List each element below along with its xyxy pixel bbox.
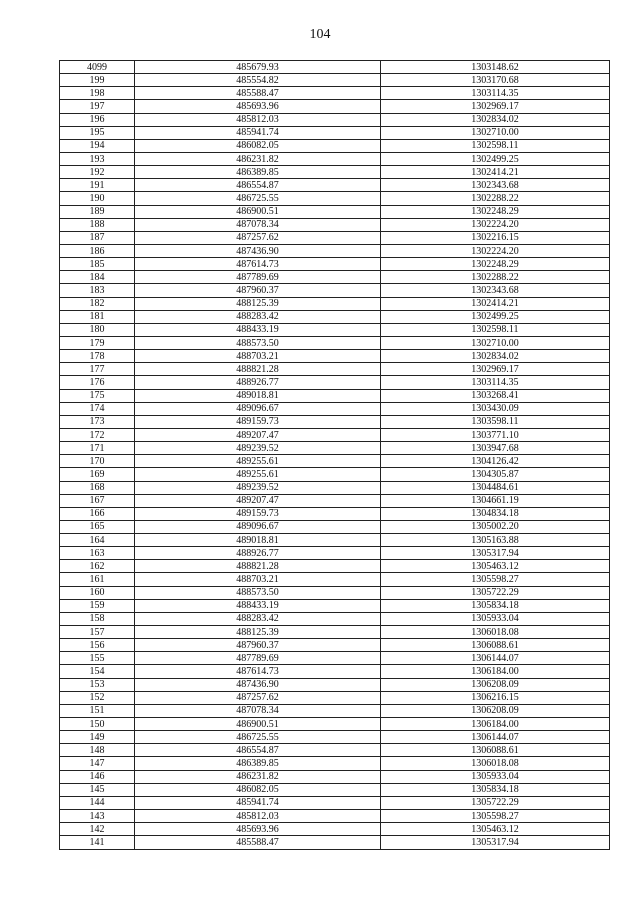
point-number-cell: 174 — [60, 402, 135, 415]
x-coordinate-cell: 486725.55 — [135, 731, 381, 744]
x-coordinate-cell: 488283.42 — [135, 612, 381, 625]
table-row — [60, 810, 610, 823]
x-coordinate-cell: 487078.34 — [135, 218, 381, 231]
y-coordinate-cell: 1305317.94 — [381, 547, 610, 560]
table-row — [60, 599, 610, 612]
x-coordinate-cell: 485812.03 — [135, 113, 381, 126]
point-number-cell: 178 — [60, 350, 135, 363]
table-row — [60, 691, 610, 704]
y-coordinate-cell: 1303430.09 — [381, 402, 610, 415]
x-coordinate-cell: 487436.90 — [135, 678, 381, 691]
point-number-cell: 171 — [60, 442, 135, 455]
point-number-cell: 145 — [60, 783, 135, 796]
coordinates-table-body — [60, 61, 610, 850]
table-row — [60, 494, 610, 507]
y-coordinate-cell: 1306088.61 — [381, 744, 610, 757]
y-coordinate-cell: 1304126.42 — [381, 455, 610, 468]
point-number-cell: 4099 — [60, 61, 135, 74]
x-coordinate-cell: 489255.61 — [135, 468, 381, 481]
table-row — [60, 87, 610, 100]
point-number-cell: 173 — [60, 415, 135, 428]
x-coordinate-cell: 488283.42 — [135, 310, 381, 323]
table-row — [60, 192, 610, 205]
x-coordinate-cell: 487960.37 — [135, 639, 381, 652]
y-coordinate-cell: 1302598.11 — [381, 139, 610, 152]
x-coordinate-cell: 488821.28 — [135, 363, 381, 376]
x-coordinate-cell: 485679.93 — [135, 61, 381, 74]
table-row — [60, 547, 610, 560]
table-row — [60, 731, 610, 744]
y-coordinate-cell: 1306088.61 — [381, 639, 610, 652]
x-coordinate-cell: 488125.39 — [135, 297, 381, 310]
y-coordinate-cell: 1303114.35 — [381, 376, 610, 389]
point-number-cell: 156 — [60, 639, 135, 652]
x-coordinate-cell: 485554.82 — [135, 74, 381, 87]
table-row — [60, 350, 610, 363]
x-coordinate-cell: 488703.21 — [135, 350, 381, 363]
y-coordinate-cell: 1304305.87 — [381, 468, 610, 481]
point-number-cell: 147 — [60, 757, 135, 770]
point-number-cell: 148 — [60, 744, 135, 757]
table-row — [60, 428, 610, 441]
x-coordinate-cell: 486554.87 — [135, 744, 381, 757]
table-row — [60, 534, 610, 547]
point-number-cell: 167 — [60, 494, 135, 507]
point-number-cell: 170 — [60, 455, 135, 468]
point-number-cell: 152 — [60, 691, 135, 704]
y-coordinate-cell: 1305933.04 — [381, 612, 610, 625]
y-coordinate-cell: 1302969.17 — [381, 100, 610, 113]
y-coordinate-cell: 1306144.07 — [381, 731, 610, 744]
x-coordinate-cell: 486900.51 — [135, 205, 381, 218]
y-coordinate-cell: 1302343.68 — [381, 179, 610, 192]
y-coordinate-cell: 1306144.07 — [381, 652, 610, 665]
table-row — [60, 402, 610, 415]
point-number-cell: 193 — [60, 152, 135, 165]
table-row — [60, 520, 610, 533]
y-coordinate-cell: 1302499.25 — [381, 152, 610, 165]
x-coordinate-cell: 489018.81 — [135, 534, 381, 547]
y-coordinate-cell: 1305598.27 — [381, 810, 610, 823]
point-number-cell: 142 — [60, 823, 135, 836]
table-row — [60, 770, 610, 783]
table-row — [60, 744, 610, 757]
y-coordinate-cell: 1302834.02 — [381, 350, 610, 363]
point-number-cell: 180 — [60, 323, 135, 336]
table-row — [60, 152, 610, 165]
point-number-cell: 182 — [60, 297, 135, 310]
x-coordinate-cell: 488433.19 — [135, 599, 381, 612]
table-row — [60, 244, 610, 257]
x-coordinate-cell: 487257.62 — [135, 691, 381, 704]
x-coordinate-cell: 488926.77 — [135, 547, 381, 560]
y-coordinate-cell: 1302224.20 — [381, 244, 610, 257]
x-coordinate-cell: 486389.85 — [135, 166, 381, 179]
y-coordinate-cell: 1302710.00 — [381, 126, 610, 139]
point-number-cell: 144 — [60, 796, 135, 809]
table-row — [60, 231, 610, 244]
table-row — [60, 376, 610, 389]
y-coordinate-cell: 1306184.00 — [381, 665, 610, 678]
point-number-cell: 185 — [60, 258, 135, 271]
x-coordinate-cell: 488433.19 — [135, 323, 381, 336]
table-row — [60, 665, 610, 678]
x-coordinate-cell: 488125.39 — [135, 626, 381, 639]
x-coordinate-cell: 485588.47 — [135, 836, 381, 850]
point-number-cell: 165 — [60, 520, 135, 533]
point-number-cell: 177 — [60, 363, 135, 376]
table-row — [60, 100, 610, 113]
x-coordinate-cell: 489096.67 — [135, 402, 381, 415]
y-coordinate-cell: 1305598.27 — [381, 573, 610, 586]
point-number-cell: 143 — [60, 810, 135, 823]
y-coordinate-cell: 1304484.61 — [381, 481, 610, 494]
table-row — [60, 415, 610, 428]
x-coordinate-cell: 488926.77 — [135, 376, 381, 389]
point-number-cell: 161 — [60, 573, 135, 586]
table-row — [60, 507, 610, 520]
table-row — [60, 126, 610, 139]
y-coordinate-cell: 1305463.12 — [381, 560, 610, 573]
x-coordinate-cell: 487257.62 — [135, 231, 381, 244]
table-row — [60, 455, 610, 468]
y-coordinate-cell: 1303114.35 — [381, 87, 610, 100]
point-number-cell: 158 — [60, 612, 135, 625]
x-coordinate-cell: 486389.85 — [135, 757, 381, 770]
y-coordinate-cell: 1304661.19 — [381, 494, 610, 507]
point-number-cell: 157 — [60, 626, 135, 639]
table-row — [60, 205, 610, 218]
x-coordinate-cell: 485941.74 — [135, 126, 381, 139]
point-number-cell: 169 — [60, 468, 135, 481]
table-row — [60, 179, 610, 192]
y-coordinate-cell: 1303947.68 — [381, 442, 610, 455]
y-coordinate-cell: 1305317.94 — [381, 836, 610, 850]
point-number-cell: 163 — [60, 547, 135, 560]
point-number-cell: 181 — [60, 310, 135, 323]
x-coordinate-cell: 489096.67 — [135, 520, 381, 533]
x-coordinate-cell: 486082.05 — [135, 139, 381, 152]
table-row — [60, 297, 610, 310]
y-coordinate-cell: 1306018.08 — [381, 626, 610, 639]
x-coordinate-cell: 489207.47 — [135, 494, 381, 507]
table-row — [60, 481, 610, 494]
table-row — [60, 284, 610, 297]
x-coordinate-cell: 486900.51 — [135, 718, 381, 731]
table-row — [60, 468, 610, 481]
point-number-cell: 154 — [60, 665, 135, 678]
point-number-cell: 194 — [60, 139, 135, 152]
y-coordinate-cell: 1302343.68 — [381, 284, 610, 297]
x-coordinate-cell: 487436.90 — [135, 244, 381, 257]
y-coordinate-cell: 1305834.18 — [381, 783, 610, 796]
y-coordinate-cell: 1306216.15 — [381, 691, 610, 704]
y-coordinate-cell: 1302710.00 — [381, 336, 610, 349]
y-coordinate-cell: 1302414.21 — [381, 297, 610, 310]
y-coordinate-cell: 1306184.00 — [381, 718, 610, 731]
x-coordinate-cell: 489239.52 — [135, 481, 381, 494]
x-coordinate-cell: 489239.52 — [135, 442, 381, 455]
point-number-cell: 198 — [60, 87, 135, 100]
y-coordinate-cell: 1303268.41 — [381, 389, 610, 402]
table-row — [60, 74, 610, 87]
x-coordinate-cell: 488573.50 — [135, 336, 381, 349]
y-coordinate-cell: 1305463.12 — [381, 823, 610, 836]
x-coordinate-cell: 486082.05 — [135, 783, 381, 796]
point-number-cell: 187 — [60, 231, 135, 244]
table-row — [60, 139, 610, 152]
table-row — [60, 113, 610, 126]
point-number-cell: 199 — [60, 74, 135, 87]
table-row — [60, 783, 610, 796]
table-row — [60, 258, 610, 271]
y-coordinate-cell: 1302499.25 — [381, 310, 610, 323]
y-coordinate-cell: 1302834.02 — [381, 113, 610, 126]
x-coordinate-cell: 489255.61 — [135, 455, 381, 468]
table-row — [60, 271, 610, 284]
table-row — [60, 836, 610, 850]
point-number-cell: 153 — [60, 678, 135, 691]
table-row — [60, 612, 610, 625]
x-coordinate-cell: 485588.47 — [135, 87, 381, 100]
point-number-cell: 151 — [60, 704, 135, 717]
x-coordinate-cell: 489159.73 — [135, 415, 381, 428]
table-row — [60, 586, 610, 599]
y-coordinate-cell: 1305163.88 — [381, 534, 610, 547]
table-row — [60, 166, 610, 179]
point-number-cell: 183 — [60, 284, 135, 297]
table-row — [60, 796, 610, 809]
point-number-cell: 175 — [60, 389, 135, 402]
y-coordinate-cell: 1305722.29 — [381, 796, 610, 809]
y-coordinate-cell: 1306018.08 — [381, 757, 610, 770]
x-coordinate-cell: 487789.69 — [135, 652, 381, 665]
point-number-cell: 197 — [60, 100, 135, 113]
point-number-cell: 146 — [60, 770, 135, 783]
x-coordinate-cell: 489018.81 — [135, 389, 381, 402]
table-row — [60, 652, 610, 665]
coordinates-table — [59, 60, 610, 850]
table-row — [60, 718, 610, 731]
y-coordinate-cell: 1302248.29 — [381, 205, 610, 218]
y-coordinate-cell: 1303771.10 — [381, 428, 610, 441]
y-coordinate-cell: 1302288.22 — [381, 271, 610, 284]
x-coordinate-cell: 487078.34 — [135, 704, 381, 717]
point-number-cell: 168 — [60, 481, 135, 494]
table-row — [60, 389, 610, 402]
y-coordinate-cell: 1302598.11 — [381, 323, 610, 336]
point-number-cell: 179 — [60, 336, 135, 349]
y-coordinate-cell: 1303148.62 — [381, 61, 610, 74]
point-number-cell: 176 — [60, 376, 135, 389]
point-number-cell: 141 — [60, 836, 135, 850]
x-coordinate-cell: 485941.74 — [135, 796, 381, 809]
y-coordinate-cell: 1304834.18 — [381, 507, 610, 520]
table-row — [60, 573, 610, 586]
y-coordinate-cell: 1302969.17 — [381, 363, 610, 376]
table-row — [60, 639, 610, 652]
x-coordinate-cell: 487614.73 — [135, 258, 381, 271]
y-coordinate-cell: 1305933.04 — [381, 770, 610, 783]
y-coordinate-cell: 1303170.68 — [381, 74, 610, 87]
y-coordinate-cell: 1306208.09 — [381, 704, 610, 717]
x-coordinate-cell: 489207.47 — [135, 428, 381, 441]
x-coordinate-cell: 486554.87 — [135, 179, 381, 192]
table-row — [60, 442, 610, 455]
x-coordinate-cell: 488703.21 — [135, 573, 381, 586]
table-row — [60, 757, 610, 770]
x-coordinate-cell: 488573.50 — [135, 586, 381, 599]
point-number-cell: 155 — [60, 652, 135, 665]
x-coordinate-cell: 487960.37 — [135, 284, 381, 297]
y-coordinate-cell: 1303598.11 — [381, 415, 610, 428]
y-coordinate-cell: 1302224.20 — [381, 218, 610, 231]
point-number-cell: 160 — [60, 586, 135, 599]
point-number-cell: 192 — [60, 166, 135, 179]
point-number-cell: 186 — [60, 244, 135, 257]
y-coordinate-cell: 1306208.09 — [381, 678, 610, 691]
table-row — [60, 823, 610, 836]
point-number-cell: 164 — [60, 534, 135, 547]
y-coordinate-cell: 1302414.21 — [381, 166, 610, 179]
table-row — [60, 363, 610, 376]
point-number-cell: 195 — [60, 126, 135, 139]
x-coordinate-cell: 486231.82 — [135, 152, 381, 165]
x-coordinate-cell: 485812.03 — [135, 810, 381, 823]
point-number-cell: 191 — [60, 179, 135, 192]
x-coordinate-cell: 485693.96 — [135, 823, 381, 836]
point-number-cell: 188 — [60, 218, 135, 231]
page-number: 104 — [309, 27, 331, 42]
point-number-cell: 159 — [60, 599, 135, 612]
table-row — [60, 560, 610, 573]
x-coordinate-cell: 489159.73 — [135, 507, 381, 520]
point-number-cell: 166 — [60, 507, 135, 520]
table-row — [60, 61, 610, 74]
x-coordinate-cell: 487789.69 — [135, 271, 381, 284]
x-coordinate-cell: 488821.28 — [135, 560, 381, 573]
table-row — [60, 704, 610, 717]
table-row — [60, 336, 610, 349]
table-row — [60, 678, 610, 691]
point-number-cell: 189 — [60, 205, 135, 218]
y-coordinate-cell: 1302248.29 — [381, 258, 610, 271]
x-coordinate-cell: 486725.55 — [135, 192, 381, 205]
table-row — [60, 626, 610, 639]
y-coordinate-cell: 1302288.22 — [381, 192, 610, 205]
table-row — [60, 218, 610, 231]
point-number-cell: 149 — [60, 731, 135, 744]
point-number-cell: 196 — [60, 113, 135, 126]
y-coordinate-cell: 1305002.20 — [381, 520, 610, 533]
x-coordinate-cell: 486231.82 — [135, 770, 381, 783]
point-number-cell: 162 — [60, 560, 135, 573]
x-coordinate-cell: 487614.73 — [135, 665, 381, 678]
y-coordinate-cell: 1305834.18 — [381, 599, 610, 612]
point-number-cell: 190 — [60, 192, 135, 205]
table-row — [60, 310, 610, 323]
point-number-cell: 150 — [60, 718, 135, 731]
table-row — [60, 323, 610, 336]
point-number-cell: 172 — [60, 428, 135, 441]
point-number-cell: 184 — [60, 271, 135, 284]
x-coordinate-cell: 485693.96 — [135, 100, 381, 113]
y-coordinate-cell: 1302216.15 — [381, 231, 610, 244]
y-coordinate-cell: 1305722.29 — [381, 586, 610, 599]
